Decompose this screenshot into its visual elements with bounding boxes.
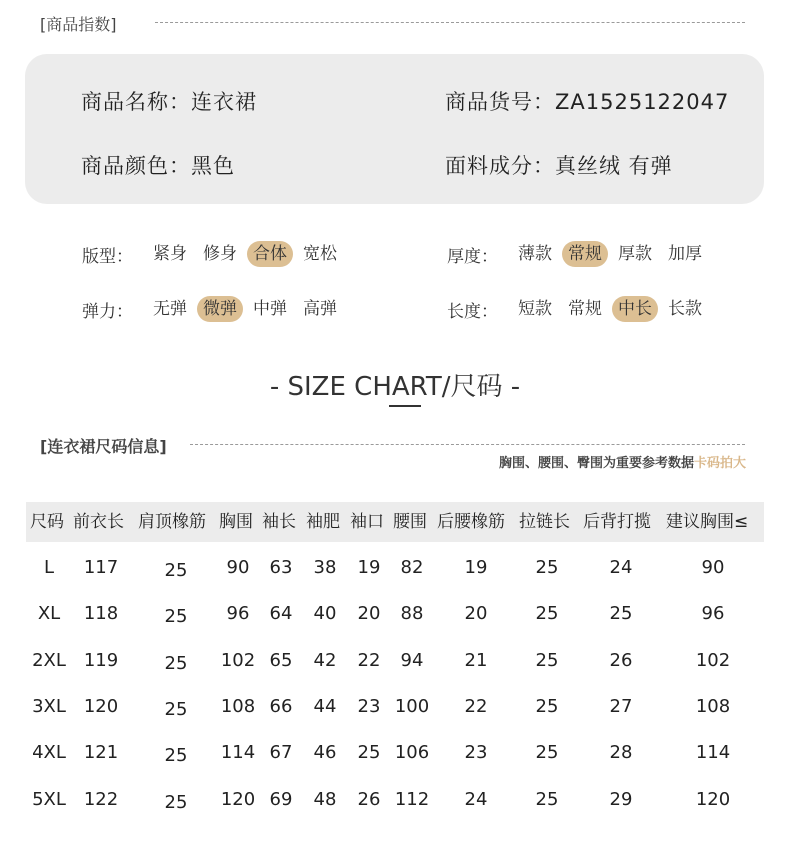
table-cell: 25 [535,696,559,717]
table-cell: 26 [357,789,381,810]
attr-option: 厚款 [618,244,652,264]
table-cell: 44 [313,696,337,717]
table-cell: 40 [313,603,337,624]
table-cell: 25 [535,557,559,578]
table-cell: 108 [695,696,731,717]
column-header: 前衣长 [73,512,124,532]
table-cell: 25 [535,650,559,671]
attr-fit [82,240,347,268]
table-cell: 25 [609,603,633,624]
table-cell: 102 [695,650,731,671]
attr-option: 短款 [518,299,552,319]
table-cell: 120 [220,789,256,810]
table-cell: 122 [83,789,119,810]
attr-option: 加厚 [668,244,702,264]
table-cell: 69 [269,789,293,810]
table-cell: 25 [535,789,559,810]
attr-option: 常规 [568,299,602,319]
table-cell: 46 [313,742,337,763]
table-cell: 121 [83,742,119,763]
title-underline [389,405,421,407]
product-sku: 商品货号：ZA1525122047 [445,90,730,114]
table-cell: 25 [164,745,188,766]
attr-option-selected: 合体 [247,241,293,267]
attr-option: 紧身 [153,244,187,264]
attr-elasticity [82,295,347,323]
table-cell: 25 [164,792,188,813]
attr-option: 无弹 [153,299,187,319]
column-header: 建议胸围≤ [666,512,749,532]
table-cell: 102 [220,650,256,671]
table-cell: 112 [394,789,430,810]
attr-option: 宽松 [303,244,337,264]
table-cell: 100 [394,696,430,717]
size-label-cell: 3XL [32,696,66,717]
header-divider [155,22,745,23]
size-label-cell: XL [37,603,61,624]
attr-length [447,295,712,323]
table-cell: 108 [220,696,256,717]
table-cell: 67 [269,742,293,763]
product-name: 商品名称：连衣裙 [81,90,257,114]
table-cell: 19 [357,557,381,578]
table-cell: 25 [164,606,188,627]
table-cell: 120 [83,696,119,717]
table-cell: 118 [83,603,119,624]
column-header: 袖口 [350,512,384,532]
attr-label: 弹力： [82,301,133,322]
table-cell: 21 [464,650,488,671]
table-cell: 25 [164,699,188,720]
table-cell: 82 [400,557,424,578]
size-label-cell: 2XL [32,650,66,671]
table-cell: 63 [269,557,293,578]
table-cell: 96 [701,603,725,624]
column-header: 袖长 [262,512,296,532]
product-info-panel [25,54,764,204]
table-cell: 28 [609,742,633,763]
size-label-cell: 4XL [32,742,66,763]
column-header: 肩顶橡筋 [138,512,206,532]
table-cell: 29 [609,789,633,810]
table-cell: 42 [313,650,337,671]
table-cell: 88 [400,603,424,624]
size-section-header: [连衣裙尺码信息] [40,437,167,456]
table-cell: 25 [164,653,188,674]
attr-option: 长款 [668,299,702,319]
attr-option-selected: 常规 [562,241,608,267]
table-cell: 106 [394,742,430,763]
attr-option-selected: 中长 [612,296,658,322]
attr-option: 薄款 [518,244,552,264]
table-cell: 25 [535,603,559,624]
table-cell: 25 [357,742,381,763]
table-cell: 48 [313,789,337,810]
table-cell: 96 [226,603,250,624]
table-cell: 23 [357,696,381,717]
table-cell: 65 [269,650,293,671]
table-cell: 26 [609,650,633,671]
size-up-hint: 卡码拍大 [693,456,746,471]
column-header: 后背打揽 [583,512,651,532]
table-cell: 25 [535,742,559,763]
table-cell: 24 [464,789,488,810]
attr-label: 厚度： [447,246,498,267]
table-cell: 23 [464,742,488,763]
table-cell: 24 [609,557,633,578]
column-header: 腰围 [393,512,427,532]
table-cell: 64 [269,603,293,624]
table-cell: 27 [609,696,633,717]
attr-thickness [447,240,712,268]
table-cell: 120 [695,789,731,810]
column-header: 后腰橡筋 [437,512,505,532]
attr-option: 修身 [203,244,237,264]
table-cell: 20 [357,603,381,624]
product-color: 商品颜色：黑色 [81,154,235,178]
table-cell: 119 [83,650,119,671]
table-cell: 114 [695,742,731,763]
table-cell: 25 [164,560,188,581]
size-label-cell: 5XL [32,789,66,810]
table-cell: 114 [220,742,256,763]
reference-note [499,452,746,471]
column-header: 袖肥 [306,512,340,532]
table-cell: 66 [269,696,293,717]
table-cell: 38 [313,557,337,578]
table-cell: 117 [83,557,119,578]
table-cell: 22 [357,650,381,671]
table-cell: 90 [701,557,725,578]
size-chart-title: - SIZE CHART/尺码 - [269,372,521,402]
table-cell: 19 [464,557,488,578]
size-label-cell: L [43,557,55,578]
column-header: 胸围 [219,512,253,532]
attr-option: 高弹 [303,299,337,319]
size-header-divider [190,444,745,445]
attr-option-selected: 微弹 [197,296,243,322]
index-section-header: [商品指数] [40,15,117,34]
column-header: 尺码 [30,512,64,532]
product-fabric: 面料成分：真丝绒 有弹 [445,154,673,178]
table-cell: 22 [464,696,488,717]
table-cell: 20 [464,603,488,624]
table-cell: 94 [400,650,424,671]
reference-note-text: 胸围、腰围、臀围为重要参考数据 [498,456,694,471]
column-header: 拉链长 [519,512,570,532]
table-cell: 90 [226,557,250,578]
attr-label: 版型： [82,246,133,267]
attr-label: 长度： [447,301,498,322]
attr-option: 中弹 [253,299,287,319]
